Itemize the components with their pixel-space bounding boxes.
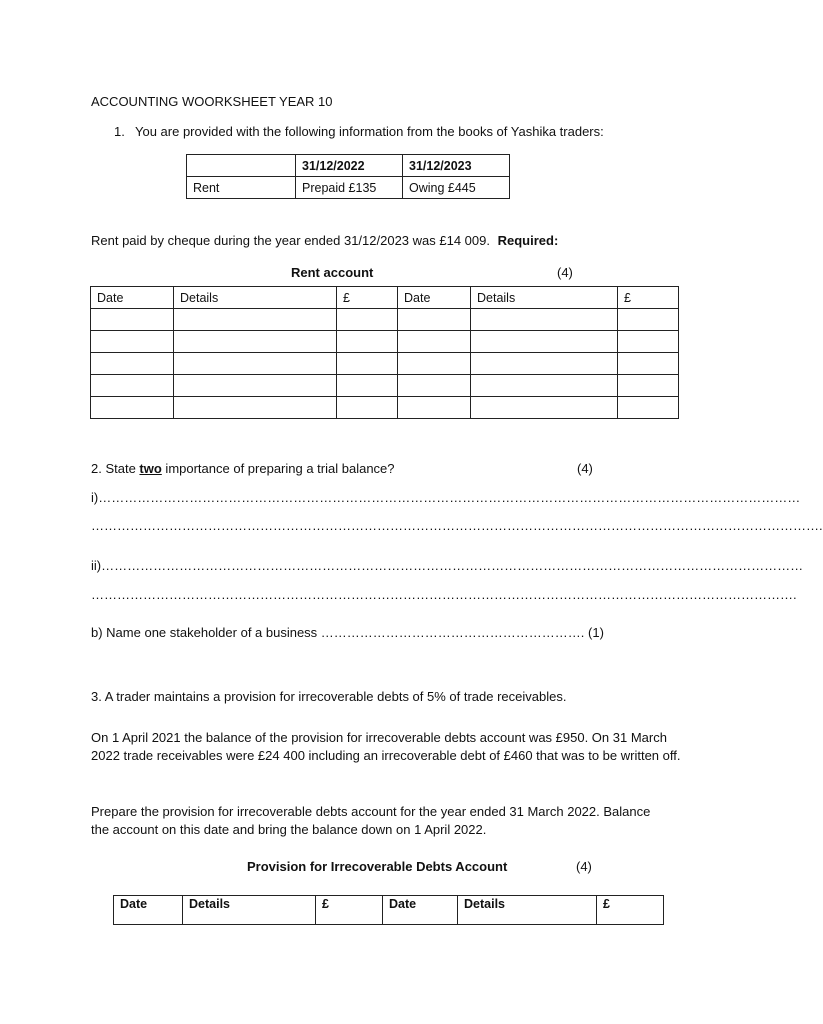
table-cell[interactable]	[91, 353, 174, 375]
table-header: 31/12/2023	[403, 155, 510, 177]
table-cell[interactable]	[91, 397, 174, 419]
provision-account-table	[113, 895, 664, 925]
table-row	[91, 353, 679, 375]
table-row	[187, 155, 510, 177]
table-row	[91, 375, 679, 397]
table-row	[114, 896, 664, 925]
table-header: £	[337, 287, 398, 309]
table-cell[interactable]	[398, 309, 471, 331]
table-cell[interactable]	[337, 375, 398, 397]
table-row	[91, 397, 679, 419]
table-cell[interactable]	[398, 375, 471, 397]
q1-required: Required:	[497, 233, 559, 248]
q2-part-b: b) Name one stakeholder of a business ……………………………………………………. (1)	[91, 625, 604, 640]
table-header: Details	[174, 287, 337, 309]
table-header: £	[597, 896, 664, 925]
table-cell: Prepaid £135	[296, 177, 403, 199]
table-cell[interactable]	[398, 353, 471, 375]
table-header: £	[618, 287, 679, 309]
rent-account-title: Rent account	[291, 265, 374, 280]
table-cell[interactable]	[618, 397, 679, 419]
table-row	[187, 177, 510, 199]
q3-intro: 3. A trader maintains a provision for irrecoverable debts of 5% of trade receivables.	[91, 689, 567, 704]
table-cell[interactable]	[618, 375, 679, 397]
table-header: £	[316, 896, 383, 925]
table-cell[interactable]	[398, 397, 471, 419]
table-cell[interactable]	[618, 353, 679, 375]
answer-line-i[interactable]: i)………………………………………………………………………………………………………………………………………………	[91, 490, 801, 505]
table-cell: Owing £445	[403, 177, 510, 199]
q3-paragraph-2: Prepare the provision for irrecoverable debts account for the year ended 31 March 2022. Balance the account on this date and bring the balance down on 1 April 2022.	[91, 804, 651, 837]
table-cell[interactable]	[174, 309, 337, 331]
q2-question	[91, 460, 395, 478]
table-cell[interactable]	[471, 375, 618, 397]
provision-account-title: Provision for Irrecoverable Debts Account	[247, 859, 508, 874]
table-cell[interactable]	[337, 353, 398, 375]
q1-statement: Rent paid by cheque during the year ended 31/12/2023 was £14 009.	[91, 233, 490, 248]
table-header: Date	[91, 287, 174, 309]
rent-info-table	[186, 154, 510, 199]
table-cell[interactable]	[91, 331, 174, 353]
answer-line-i-continued[interactable]: …………………………………………………………………………………………………………………………………………………….	[91, 518, 823, 533]
q2-emphasis: two	[139, 461, 162, 476]
table-header: Date	[398, 287, 471, 309]
table-cell[interactable]	[337, 309, 398, 331]
q2-prefix: 2. State	[91, 461, 140, 476]
table-header: Date	[114, 896, 183, 925]
table-cell[interactable]	[174, 397, 337, 419]
q3-paragraph-1: On 1 April 2021 the balance of the provision for irrecoverable debts account was £950. On 31 March 2022 trade receivables were £24 400 including an irrecoverable debt of £460 that was to be written off.	[91, 730, 681, 763]
table-cell[interactable]	[471, 309, 618, 331]
table-row	[91, 331, 679, 353]
table-header: Details	[458, 896, 597, 925]
table-cell[interactable]	[618, 331, 679, 353]
table-cell[interactable]	[471, 353, 618, 375]
q3-marks: (4)	[576, 859, 592, 874]
table-cell[interactable]	[91, 309, 174, 331]
table-cell: Rent	[187, 177, 296, 199]
table-cell[interactable]	[337, 397, 398, 419]
table-row	[91, 309, 679, 331]
table-cell	[187, 155, 296, 177]
table-cell[interactable]	[337, 331, 398, 353]
table-cell[interactable]	[471, 397, 618, 419]
rent-account-table	[90, 286, 679, 419]
table-header: 31/12/2022	[296, 155, 403, 177]
q1-prompt: You are provided with the following information from the books of Yashika traders:	[135, 124, 604, 139]
table-cell[interactable]	[398, 331, 471, 353]
answer-line-ii[interactable]: ii)………………………………………………………………………………………………………………………………………………	[91, 558, 804, 573]
table-cell[interactable]	[91, 375, 174, 397]
answer-line-ii-continued[interactable]: ……………………………………………………………………………………………………………………………………………….	[91, 587, 797, 602]
q2-suffix: importance of preparing a trial balance?	[161, 461, 395, 476]
table-cell[interactable]	[174, 353, 337, 375]
table-header: Details	[471, 287, 618, 309]
q1-statement-line	[91, 232, 558, 250]
table-row	[91, 287, 679, 309]
table-cell[interactable]	[174, 331, 337, 353]
page-title: ACCOUNTING WOORKSHEET YEAR 10	[91, 94, 333, 109]
table-header: Date	[383, 896, 458, 925]
q1-marks: (4)	[557, 265, 573, 280]
table-header: Details	[183, 896, 316, 925]
table-cell[interactable]	[174, 375, 337, 397]
q1-number: 1.	[114, 124, 125, 139]
table-cell[interactable]	[618, 309, 679, 331]
table-cell[interactable]	[471, 331, 618, 353]
q2-marks: (4)	[577, 461, 593, 476]
